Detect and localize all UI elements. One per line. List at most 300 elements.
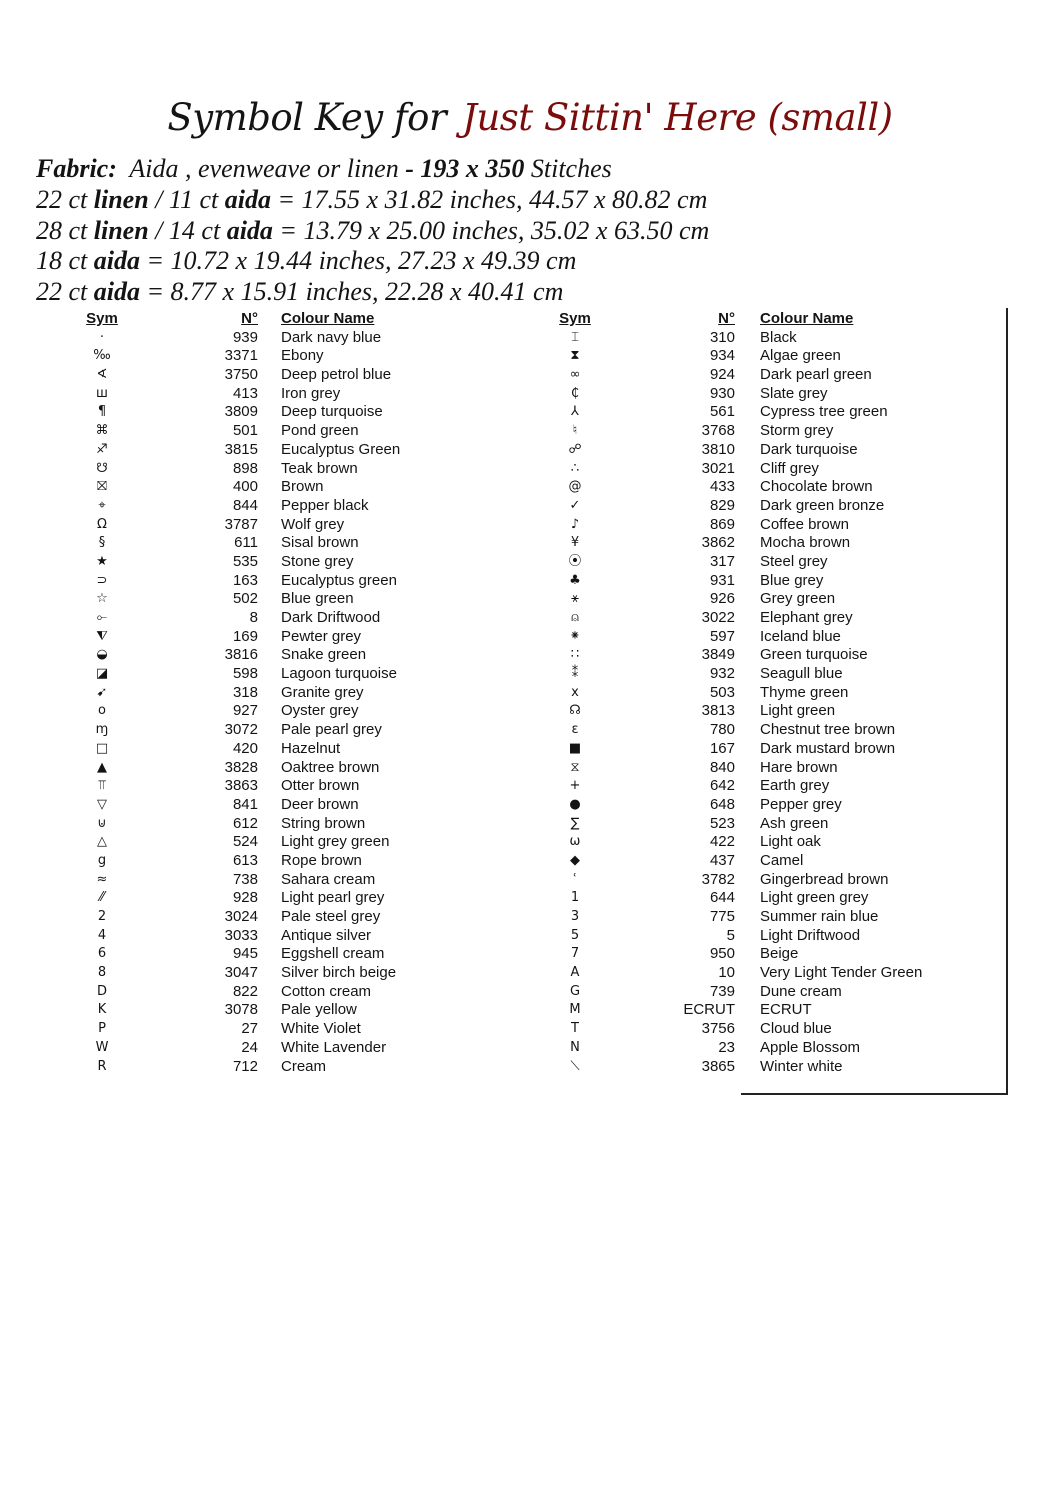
colour-number: 3865 [701, 1057, 735, 1075]
colour-name: Antique silver [281, 926, 372, 944]
colour-number: 400 [232, 478, 258, 496]
table-row [0, 796, 1060, 815]
colour-name: Gingerbread brown [760, 870, 889, 888]
table-row [0, 403, 1060, 422]
table-row [0, 759, 1060, 778]
colour-name: Silver birch beige [281, 964, 397, 982]
symbol-icon: ☍ [568, 441, 582, 457]
symbol-icon: ⊍ [97, 815, 107, 831]
symbol-icon: ʿ [573, 871, 577, 887]
symbol-icon: @ [568, 479, 582, 495]
symbol-icon: ♐ [96, 441, 108, 457]
symbol-icon: ⁑ [571, 666, 579, 682]
colour-name: Pepper black [281, 496, 369, 514]
colour-name: Grey green [760, 590, 836, 608]
symbol-icon: ‰ [93, 348, 111, 364]
colour-name: Ebony [281, 347, 324, 365]
colour-name: Light green [760, 702, 836, 720]
colour-number: 501 [232, 422, 258, 440]
colour-number: 829 [709, 496, 735, 514]
symbol-icon: ⊃ [96, 572, 108, 588]
page-title [0, 96, 1060, 139]
colour-number: 420 [232, 739, 258, 757]
table-row [0, 628, 1060, 647]
colour-number: 503 [709, 683, 735, 701]
size-count: 28 ct [36, 215, 94, 245]
table-row [0, 815, 1060, 834]
symbol-icon: M [569, 1002, 581, 1018]
symbol-icon: 4 [97, 927, 107, 943]
colour-number: 931 [709, 571, 735, 589]
colour-name: Light grey green [281, 833, 390, 851]
colour-name: Dark mustard brown [760, 739, 896, 757]
colour-name: White Violet [281, 1020, 361, 1038]
colour-number: 3078 [224, 1001, 258, 1019]
colour-number: 502 [232, 590, 258, 608]
size-sep: / 14 ct [148, 215, 227, 245]
colour-name: Steel grey [760, 552, 828, 570]
table-row [0, 740, 1060, 759]
size-dims: = 8.77 x 15.91 inches, 22.28 x 40.41 cm [140, 277, 564, 307]
symbol-icon: G [569, 983, 581, 999]
table-row [0, 852, 1060, 871]
colour-name: Dark navy blue [281, 328, 382, 346]
colour-number: 597 [709, 627, 735, 645]
colour-number: 3072 [224, 721, 258, 739]
colour-name: Hazelnut [281, 739, 341, 757]
colour-name: Hare brown [760, 758, 838, 776]
fabric-info [36, 154, 709, 308]
colour-number: 738 [232, 870, 258, 888]
symbol-icon: ɱ [95, 722, 109, 738]
symbol-icon: 5 [570, 927, 580, 943]
symbol-icon: o [98, 703, 106, 719]
symbol-icon: K [97, 1002, 107, 1018]
colour-name: ECRUT [760, 1001, 812, 1019]
colour-number: 3024 [224, 908, 258, 925]
title-prefix: Symbol Key for [167, 96, 447, 139]
colour-number: 23 [718, 1038, 735, 1056]
table-row [0, 721, 1060, 740]
size-fabric: linen [93, 184, 149, 214]
symbol-icon: ♪ [570, 516, 580, 532]
colour-name: Earth grey [760, 777, 830, 795]
symbol-icon: ⦿ [568, 553, 582, 569]
colour-number: 561 [709, 403, 735, 421]
symbol-icon: ▲ [97, 759, 107, 775]
colour-number: 3371 [224, 347, 258, 365]
colour-name: Light green grey [760, 889, 869, 907]
symbol-icon: ω [569, 834, 581, 850]
size-count: 22 ct [36, 184, 94, 214]
size-dims: = 13.79 x 25.00 inches, 35.02 x 63.50 cm [272, 215, 710, 245]
table-row [0, 329, 1060, 348]
symbol-icon: ☆ [96, 591, 108, 607]
pattern-name: Just Sittin' Here (small) [462, 96, 893, 139]
table-row [0, 1058, 1060, 1077]
fabric-dash: - [398, 154, 421, 183]
symbol-icon: ε [571, 722, 579, 738]
colour-name: Dark pearl green [760, 366, 872, 384]
table-row [0, 646, 1060, 665]
colour-number: 3787 [224, 515, 258, 533]
table-row [0, 871, 1060, 890]
table-row [0, 1001, 1060, 1020]
colour-name: Granite grey [281, 683, 364, 701]
colour-name: Coffee brown [760, 515, 849, 533]
symbol-icon: ¥ [570, 535, 580, 551]
colour-number: 10 [718, 964, 735, 982]
colour-name: Blue green [281, 590, 354, 608]
colour-name: Storm grey [760, 422, 834, 440]
symbol-icon: P [98, 1021, 106, 1037]
colour-number: 3768 [701, 422, 735, 440]
colour-number: 3033 [224, 926, 258, 944]
colour-number: 163 [232, 571, 258, 589]
colour-number: 780 [709, 721, 735, 739]
colour-number: 3810 [701, 440, 735, 458]
colour-number: 3809 [224, 403, 258, 421]
header-colour-name: Colour Name [760, 310, 854, 327]
colour-number: 945 [232, 945, 258, 963]
colour-name: Otter brown [281, 777, 360, 795]
colour-name: Dark green bronze [760, 496, 885, 514]
colour-number: 822 [232, 982, 258, 1000]
table-row [0, 553, 1060, 572]
colour-name: Blue grey [760, 571, 824, 589]
colour-name: Oaktree brown [281, 758, 380, 776]
size-fabric: linen [93, 215, 149, 245]
symbol-icon: 7 [570, 946, 580, 962]
colour-number: 535 [232, 552, 258, 570]
size-line [36, 277, 709, 308]
colour-number: 932 [709, 665, 735, 683]
symbol-icon: ⛝ [97, 479, 107, 495]
colour-name: Chocolate brown [760, 478, 873, 496]
colour-number: 3047 [224, 964, 258, 982]
symbol-icon: 3 [570, 909, 580, 924]
table-row [0, 945, 1060, 964]
colour-number: 524 [232, 833, 258, 851]
colour-name: Pale steel grey [281, 908, 381, 925]
colour-number: 644 [709, 889, 735, 907]
header-colour-name: Colour Name [281, 310, 375, 327]
colour-number: 898 [232, 459, 258, 477]
colour-name: Slate grey [760, 384, 828, 402]
colour-name: Algae green [760, 347, 841, 365]
symbol-icon: 2 [97, 909, 107, 924]
colour-number: 433 [709, 478, 735, 496]
colour-number: 926 [709, 590, 735, 608]
colour-number: 3849 [701, 646, 735, 664]
colour-number: 413 [232, 384, 258, 402]
colour-number: 3815 [224, 440, 258, 458]
colour-number: ECRUT [683, 1001, 735, 1019]
colour-name: Elephant grey [760, 609, 853, 626]
colour-name: Pewter grey [281, 627, 362, 645]
colour-number: 3816 [224, 646, 258, 664]
colour-number: 712 [232, 1057, 258, 1075]
colour-name: String brown [281, 814, 366, 832]
symbol-icon: ⟜ [96, 610, 108, 625]
colour-name: Apple Blossom [760, 1038, 861, 1056]
symbol-icon: ✓ [569, 497, 581, 513]
symbol-icon: x [571, 684, 579, 700]
colour-name: Cypress tree green [760, 403, 888, 421]
colour-number: 318 [232, 683, 258, 701]
table-row [0, 516, 1060, 535]
colour-number: 317 [709, 552, 735, 570]
size-count: 18 ct [36, 246, 94, 276]
symbol-icon: ≈ [96, 871, 108, 887]
symbol-icon: ☊ [569, 703, 581, 719]
symbol-icon: ∢ [96, 367, 108, 383]
symbol-icon: 6 [97, 946, 107, 962]
symbol-icon: g [97, 852, 107, 868]
symbol-icon: ♮ [572, 423, 578, 439]
colour-name: Winter white [760, 1057, 843, 1075]
colour-number: 3756 [701, 1020, 735, 1038]
colour-number: 3828 [224, 758, 258, 776]
colour-number: 642 [709, 777, 735, 795]
colour-name: Sahara cream [281, 870, 376, 888]
table-row [0, 441, 1060, 460]
colour-name: Cliff grey [760, 459, 819, 477]
colour-number: 3022 [701, 609, 735, 626]
symbol-icon: □ [95, 740, 109, 756]
colour-name: Light Driftwood [760, 926, 861, 944]
colour-number: 934 [709, 347, 735, 365]
colour-name: Mocha brown [760, 534, 851, 552]
colour-number: 167 [709, 739, 735, 757]
symbol-icon: R [97, 1058, 107, 1074]
symbol-icon: ⧨ [96, 628, 108, 644]
symbol-icon: T [571, 1021, 579, 1037]
table-row [0, 983, 1060, 1002]
symbol-key-right-column [0, 310, 1060, 1076]
colour-name: Sisal brown [281, 534, 359, 552]
colour-number: 169 [232, 627, 258, 645]
table-row [0, 478, 1060, 497]
table-row [0, 833, 1060, 852]
colour-name: Cloud blue [760, 1020, 832, 1038]
fabric-types: Aida , evenweave or linen [129, 154, 399, 183]
table-row [0, 572, 1060, 591]
colour-name: Pepper grey [760, 795, 842, 813]
symbol-icon: ¶ [97, 404, 107, 420]
colour-name: Iceland blue [760, 627, 841, 645]
right-rows [0, 329, 1060, 1077]
size-sep: / 11 ct [148, 184, 225, 214]
colour-name: Cream [281, 1057, 327, 1075]
colour-name: Camel [760, 851, 804, 869]
stitch-count: 193 x 350 [420, 154, 525, 183]
symbol-icon: ∷ [570, 647, 580, 663]
symbol-icon: ■ [568, 740, 582, 756]
colour-name: Pond green [281, 422, 359, 440]
header-number: N° [718, 310, 735, 327]
stitch-suffix: Stitches [524, 154, 612, 183]
symbol-icon: ⌶ [571, 329, 579, 345]
header-sym: Sym [559, 310, 591, 327]
colour-name: Deep petrol blue [281, 366, 392, 384]
symbol-icon: 8 [97, 965, 107, 981]
table-row [0, 702, 1060, 721]
size-line [36, 246, 709, 277]
table-row [0, 684, 1060, 703]
symbol-icon: + [569, 778, 581, 794]
colour-number: 598 [232, 665, 258, 683]
symbol-icon: ☋ [96, 460, 108, 476]
colour-number: 739 [709, 982, 735, 1000]
colour-number: 437 [709, 851, 735, 869]
colour-number: 775 [709, 908, 735, 925]
colour-name: Summer rain blue [760, 908, 879, 925]
table-frame-bottom-border [741, 1093, 1008, 1095]
colour-name: Light oak [760, 833, 821, 851]
symbol-icon: ⫪ [98, 778, 106, 794]
symbol-icon: ◪ [95, 666, 109, 682]
table-row [0, 1020, 1060, 1039]
symbol-icon: ⧗ [570, 348, 580, 364]
colour-name: Brown [281, 478, 324, 496]
symbol-icon: ➹ [96, 684, 108, 700]
size-line [36, 185, 709, 216]
colour-name: Eggshell cream [281, 945, 385, 963]
colour-name: Thyme green [760, 683, 849, 701]
table-row [0, 889, 1060, 908]
colour-number: 844 [232, 496, 258, 514]
colour-name: Black [760, 328, 797, 346]
colour-number: 924 [709, 366, 735, 384]
colour-number: 612 [232, 814, 258, 832]
table-row [0, 385, 1060, 404]
colour-name: Green turquoise [760, 646, 868, 664]
symbol-icon: · [99, 329, 105, 345]
symbol-icon: △ [97, 834, 107, 850]
table-row [0, 422, 1060, 441]
colour-name: White Lavender [281, 1038, 387, 1056]
symbol-icon: ⍝ [571, 610, 579, 625]
symbol-icon: Ω [97, 516, 107, 532]
colour-name: Seagull blue [760, 665, 843, 683]
size-fabric: aida [93, 246, 140, 276]
fabric-line [36, 154, 709, 185]
colour-name: Iron grey [281, 384, 341, 402]
header-number: N° [241, 310, 258, 327]
colour-name: Dark Driftwood [281, 609, 381, 626]
table-row [0, 534, 1060, 553]
colour-number: 840 [709, 758, 735, 776]
colour-name: Dune cream [760, 982, 842, 1000]
header-sym: Sym [86, 310, 118, 327]
colour-name: Dark turquoise [760, 440, 858, 458]
colour-name: Lagoon turquoise [281, 665, 397, 683]
symbol-icon: ⧖ [570, 759, 580, 775]
colour-name: Deep turquoise [281, 403, 383, 421]
colour-name: Cotton cream [281, 982, 372, 1000]
symbol-icon: ⁕ [569, 628, 581, 644]
symbol-icon: ◒ [96, 647, 108, 663]
symbol-icon: D [96, 983, 107, 999]
symbol-icon: ⁄⁄ [99, 890, 105, 906]
table-row [0, 609, 1060, 628]
colour-number: 3862 [701, 534, 735, 552]
symbol-icon: A [570, 965, 580, 981]
colour-number: 523 [709, 814, 735, 832]
symbol-icon: ◆ [570, 852, 580, 868]
size-dims: = 17.55 x 31.82 inches, 44.57 x 80.82 cm [270, 184, 708, 214]
symbol-icon: W [95, 1039, 109, 1055]
colour-number: 5 [726, 926, 735, 944]
colour-name: Eucalyptus green [281, 571, 397, 589]
colour-number: 939 [232, 328, 258, 346]
colour-name: Deer brown [281, 795, 359, 813]
table-row [0, 590, 1060, 609]
symbol-icon: ⚹ [571, 591, 579, 607]
colour-number: 3021 [701, 459, 735, 477]
colour-number: 3750 [224, 366, 258, 384]
size-fabric: aida [226, 215, 273, 245]
table-row [0, 927, 1060, 946]
symbol-icon: N [570, 1039, 580, 1055]
colour-name: Pale pearl grey [281, 721, 382, 739]
symbol-icon: ▽ [97, 796, 107, 812]
table-row [0, 665, 1060, 684]
colour-number: 310 [709, 328, 735, 346]
colour-name: Chestnut tree brown [760, 721, 896, 739]
colour-name: Snake green [281, 646, 367, 664]
table-row [0, 1039, 1060, 1058]
size-count: 22 ct [36, 277, 94, 307]
colour-name: Rope brown [281, 851, 362, 869]
colour-number: 613 [232, 851, 258, 869]
symbol-icon: ⌖ [98, 497, 106, 513]
colour-number: 3863 [224, 777, 258, 795]
colour-number: 611 [234, 534, 258, 552]
colour-name: Oyster grey [281, 702, 359, 720]
colour-number: 3782 [701, 870, 735, 888]
colour-number: 869 [709, 515, 735, 533]
size-fabric: aida [93, 277, 140, 307]
symbol-icon: ★ [96, 553, 108, 569]
size-dims: = 10.72 x 19.44 inches, 27.23 x 49.39 cm [140, 246, 577, 276]
table-row [0, 460, 1060, 479]
colour-name: Pale yellow [281, 1001, 357, 1019]
colour-name: Eucalyptus Green [281, 440, 401, 458]
table-row [0, 347, 1060, 366]
colour-number: 648 [709, 795, 735, 813]
colour-number: 8 [249, 609, 258, 626]
colour-number: 928 [232, 889, 258, 907]
colour-number: 24 [241, 1038, 258, 1056]
table-row [0, 366, 1060, 385]
table-header [0, 310, 1060, 329]
symbol-icon: ♣ [569, 572, 581, 588]
colour-name: Teak brown [281, 459, 358, 477]
symbol-icon: ⌘ [95, 423, 109, 439]
colour-number: 927 [232, 702, 258, 720]
colour-number: 27 [241, 1020, 258, 1038]
size-line [36, 216, 709, 247]
colour-number: 3813 [701, 702, 735, 720]
colour-name: Ash green [760, 814, 829, 832]
table-row [0, 497, 1060, 516]
colour-number: 930 [709, 384, 735, 402]
colour-number: 950 [709, 945, 735, 963]
table-row [0, 777, 1060, 796]
symbol-icon: ⟍ [570, 1058, 580, 1074]
